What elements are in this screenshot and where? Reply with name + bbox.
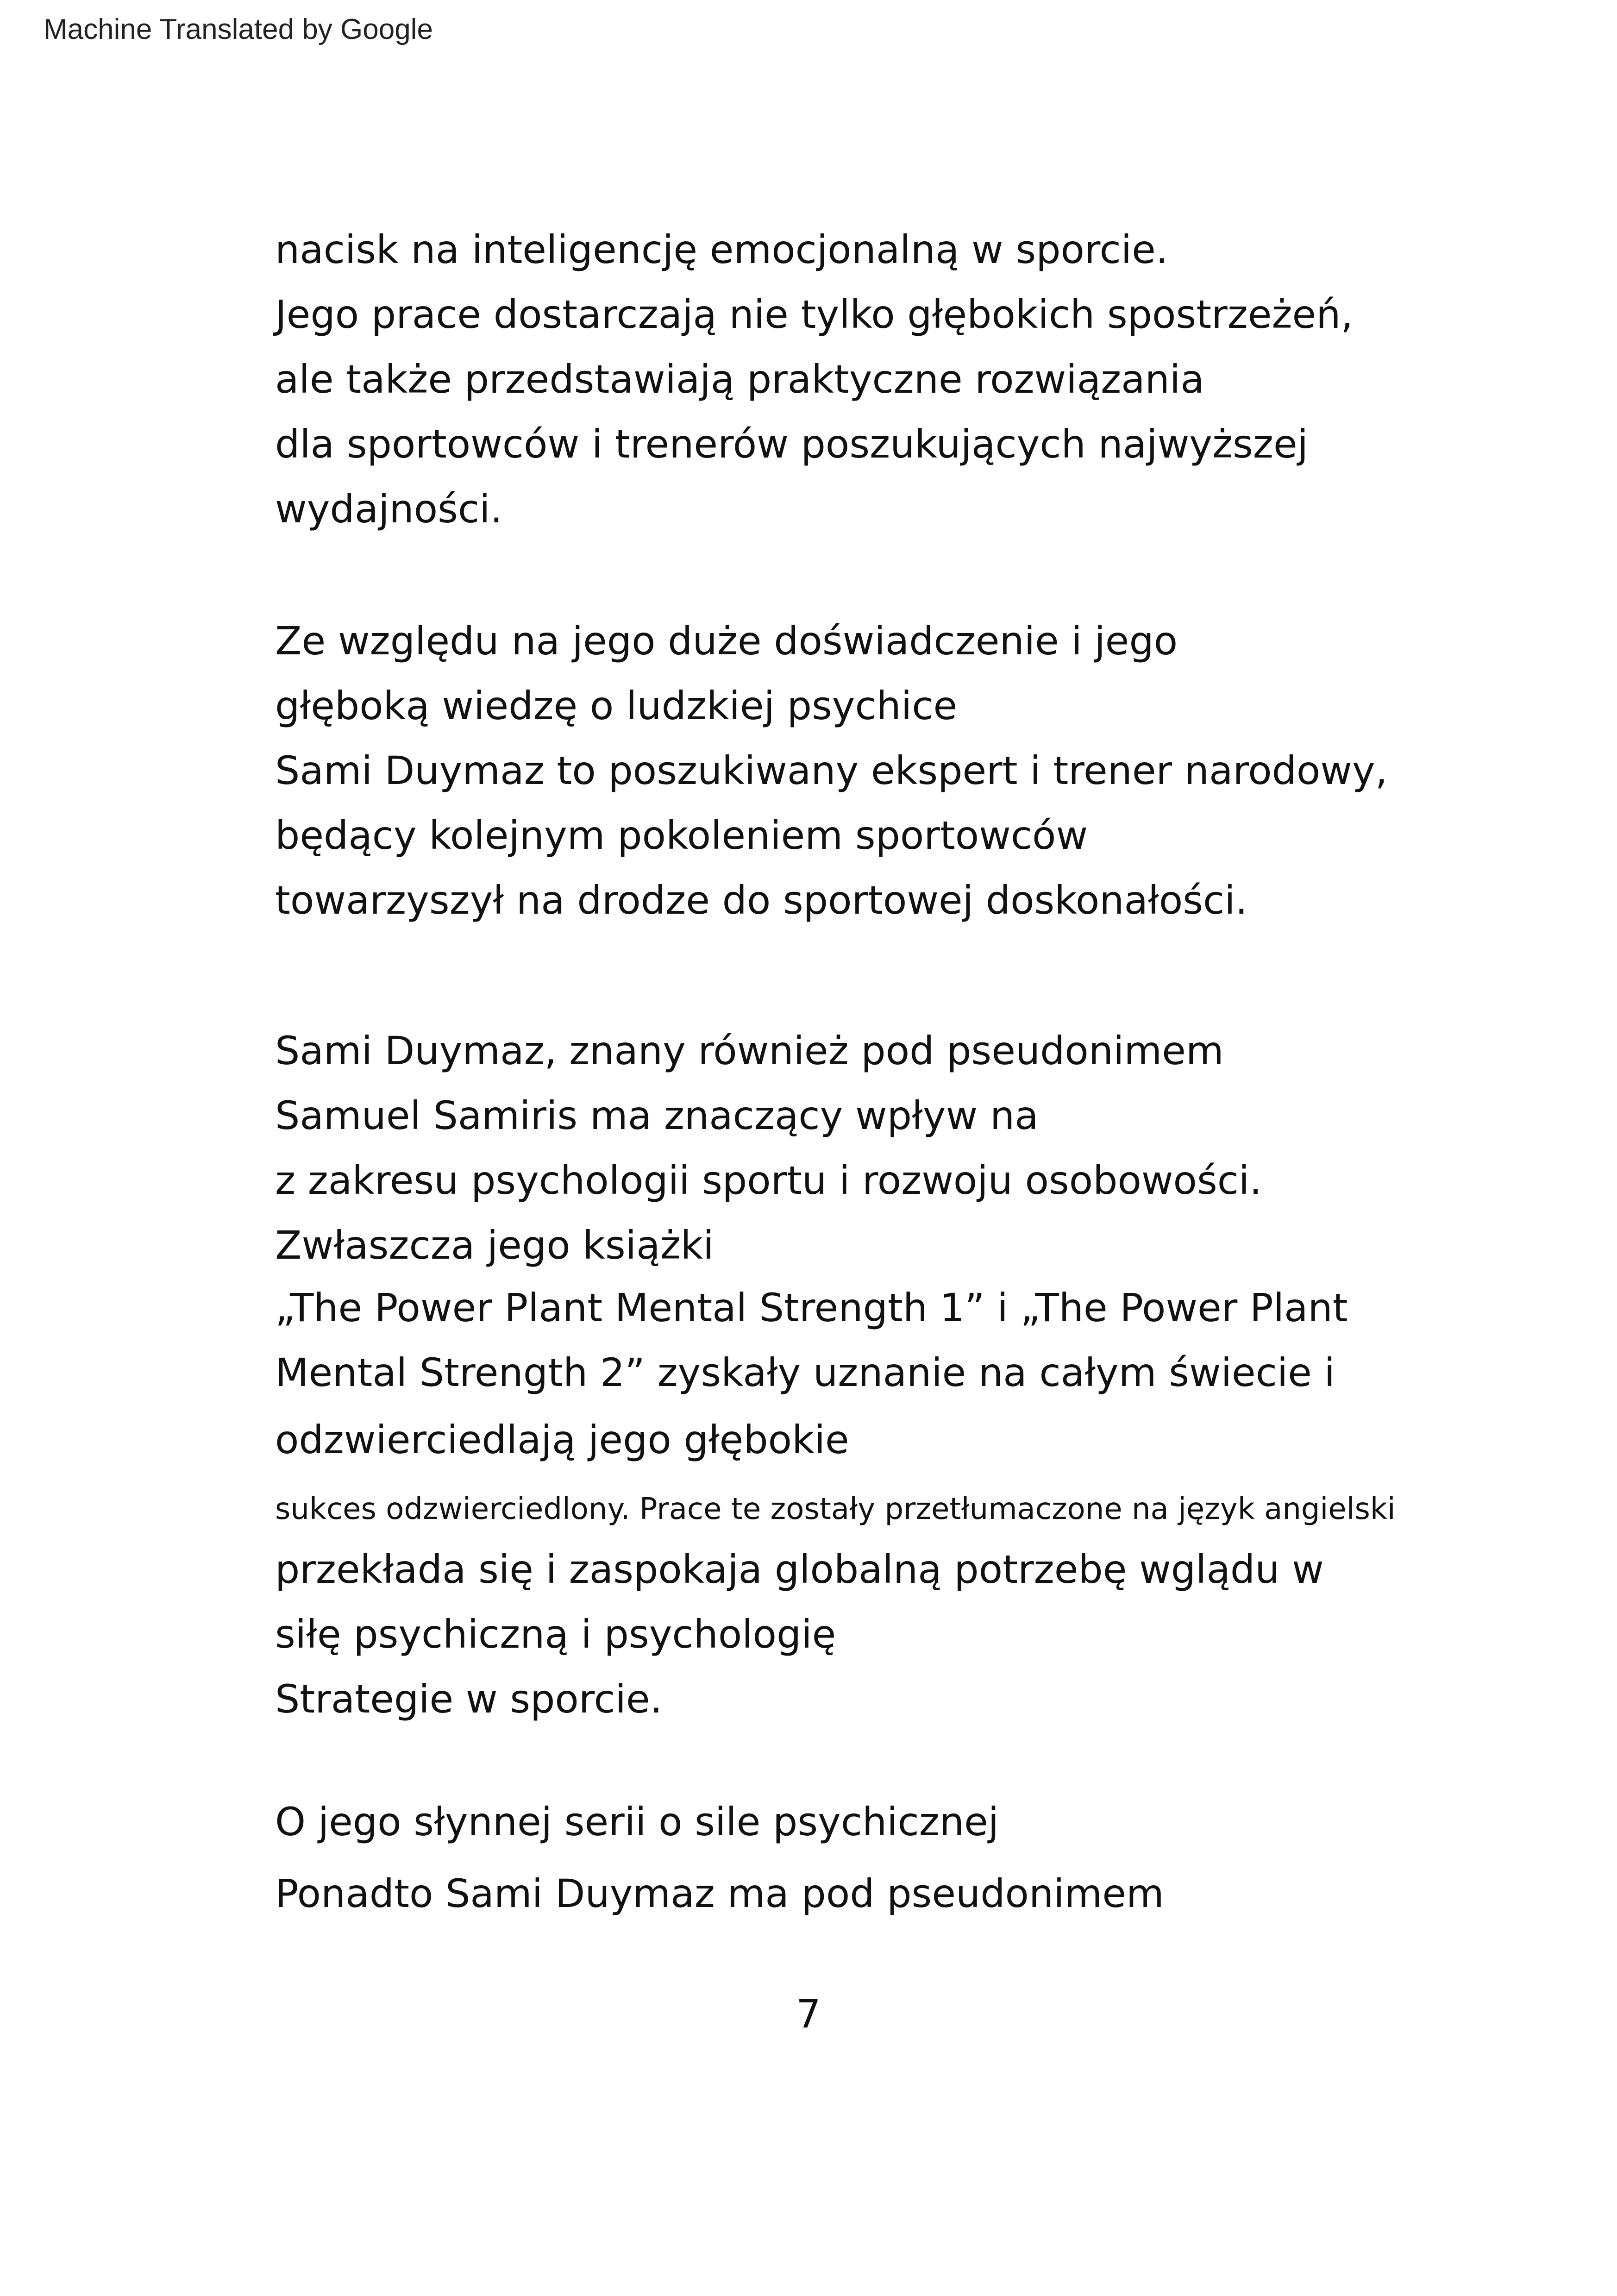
text-line: Samuel Samiris ma znaczący wpływ na [275, 1093, 1039, 1138]
text-line: O jego słynnej serii o sile psychicznej [275, 1799, 999, 1844]
text-line: głęboką wiedzę o ludzkiej psychice [275, 683, 958, 728]
text-line: nacisk na inteligencję emocjonalną w sporcie. [275, 227, 1168, 272]
text-line: towarzyszył na drodze do sportowej doskonałości. [275, 878, 1248, 923]
text-line: Zwłaszcza jego książki [275, 1223, 714, 1268]
text-line: wydajności. [275, 486, 503, 532]
page-number: 7 [796, 1991, 821, 2037]
text-line: przekłada się i zaspokaja globalną potrzebę wglądu w [275, 1547, 1324, 1592]
text-line: Mental Strength 2” zyskały uznanie na całym świecie i [275, 1350, 1335, 1395]
text-line-small: sukces odzwierciedlony. Prace te zostały przetłumaczone na język angielski [275, 1492, 1396, 1526]
text-line: Ponadto Sami Duymaz ma pod pseudonimem [275, 1871, 1164, 1916]
text-line: Jego prace dostarczają nie tylko głębokich spostrzeżeń, [275, 292, 1354, 337]
text-line: Sami Duymaz to poszukiwany ekspert i trener narodowy, [275, 748, 1388, 793]
text-line: „The Power Plant Mental Strength 1” i „The Power Plant [275, 1285, 1348, 1330]
text-line: będący kolejnym pokoleniem sportowców [275, 813, 1088, 858]
machine-translation-note: Machine Translated by Google [44, 13, 433, 45]
text-line: siłę psychiczną i psychologię [275, 1612, 836, 1657]
text-line: ale także przedstawiają praktyczne rozwiązania [275, 357, 1204, 402]
text-line: odzwierciedlają jego głębokie [275, 1417, 849, 1462]
text-line: Strategie w sporcie. [275, 1676, 663, 1722]
text-line: z zakresu psychologii sportu i rozwoju osobowości. [275, 1158, 1262, 1203]
text-line: Ze względu na jego duże doświadczenie i jego [275, 618, 1178, 664]
text-line: Sami Duymaz, znany również pod pseudonimem [275, 1028, 1224, 1073]
text-line: dla sportowców i trenerów poszukujących najwyższej [275, 421, 1308, 467]
